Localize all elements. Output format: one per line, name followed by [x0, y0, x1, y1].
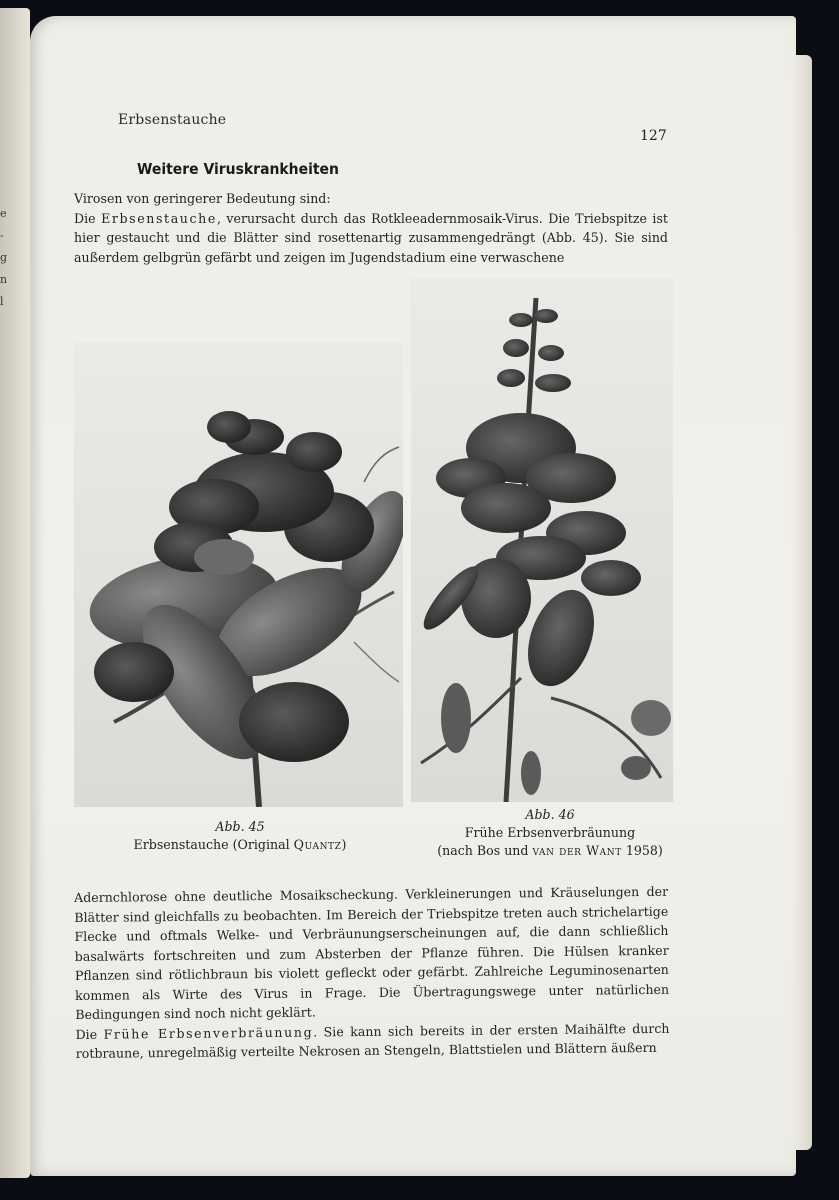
intro-text: , verursacht durch das Rotkleeadernmosaik-Virus. Die Triebspitze ist hier gestaucht und die Blätter sind rosettenartig zusammengedrängt (Abb. 45). Sie sind außerdem gelbgrün gefärbt und zeigen im Jugendstadium eine verwaschene: [74, 210, 668, 265]
figure-46-photo: [411, 278, 673, 802]
intro-line: Virosen von geringerer Bedeutung sind:: [74, 191, 331, 206]
figure-number: Abb. 45: [215, 819, 265, 834]
fragment: -: [0, 229, 4, 242]
running-head: Erbsenstauche: [118, 112, 227, 128]
body-text: Adernchlorose ohne deutliche Mosaikscheckung. Verkleinerungen und Kräuselungen der Blätter sind gleichfalls zu beobachten. Im Bereich der Triebspitze treten auch strichelartige Flecke und oftmals Welke- und Verbräunungserscheinungen auf, die dann schließlich basalwärts fortschreiten und zum Absterben der Pflanze führen. Die Hülsen kranker Pflanzen sind rötlichbraun bis violett gefleckt oder gefärbt. Zahlreiche Leguminosenarten kommen als Wirte des Virus in Frage. Die Übertragungswege unter natürlichen Bedingungen sind noch nicht geklärt.: [74, 883, 670, 1022]
term-fruehe-erbsenverbraeunung: Frühe Erbsenverbräunung: [103, 1024, 314, 1042]
continuation-paragraph: Adernchlorose ohne deutliche Mosaikscheckung. Verkleinerungen und Kräuselungen der Blätter sind gleichfalls zu beobachten. Im Bereich der Triebspitze treten auch strichelartige Flecke und oftmals Welke- und Verbräunungserscheinungen auf, die dann schließlich basalwärts fortschreiten und zum Absterben der Pflanze führen. Die Hülsen kranker Pflanzen sind rötlichbraun bis violett gefleckt oder gefärbt. Zahlreiche Leguminosenarten kommen als Wirte des Virus in Frage. Die Übertragungswege unter natürlichen Bedingungen sind noch nicht geklärt. Die Frühe Erbsenverbräunung. Sie kann sich bereits in der ersten Maihälfte durch rotbraune, unregelmäßig verteilte Nekrosen an Stengeln, Blattstielen und Blättern äußern: [74, 883, 670, 1061]
figure-title: Frühe Erbsenverbräunung: [464, 825, 636, 840]
fragment: e: [0, 207, 7, 220]
page-number: 127: [640, 128, 667, 144]
figure-number: Abb. 46: [525, 807, 575, 822]
figure-45-photo: [74, 342, 403, 807]
fragment: n: [0, 273, 8, 286]
pea-plant-stunted-illustration: [74, 342, 403, 807]
fragment: l: [0, 295, 4, 308]
section-heading: Weitere Viruskrankheiten: [137, 160, 339, 178]
fragment: g: [0, 251, 8, 264]
figure-credit: Quantz: [293, 837, 342, 852]
intro-paragraph: Virosen von geringerer Bedeutung sind: Die Erbsenstauche, verursacht durch das Rotkleeadernmosaik-Virus. Die Triebspitze ist hier gestaucht und die Blätter sind rosettenartig zusammengedrängt (Abb. 45). Sie sind außerdem gelbgrün gefärbt und zeigen im Jugendstadium eine verwaschene: [74, 191, 668, 265]
previous-page-edge: [0, 8, 30, 1178]
term-erbsenstauche: Erbsenstauche: [101, 210, 217, 226]
book-page: [30, 16, 796, 1176]
body-text: . Sie kann sich bereits in der ersten Maihälfte durch rotbraune, unregelmäßig verteilte Nekrosen an Stengeln, Blattstielen und Blättern äußern: [75, 1020, 670, 1061]
figure-45-caption: Abb. 45 Erbsenstauche (Original Quantz): [100, 818, 380, 854]
figure-credit: van der Want: [532, 843, 622, 858]
pea-plant-browning-illustration: [411, 278, 673, 802]
figure-46-caption: Abb. 46 Frühe Erbsenverbräunung (nach Bos und van der Want 1958): [415, 806, 685, 860]
previous-page-text-fragments: [0, 203, 14, 313]
